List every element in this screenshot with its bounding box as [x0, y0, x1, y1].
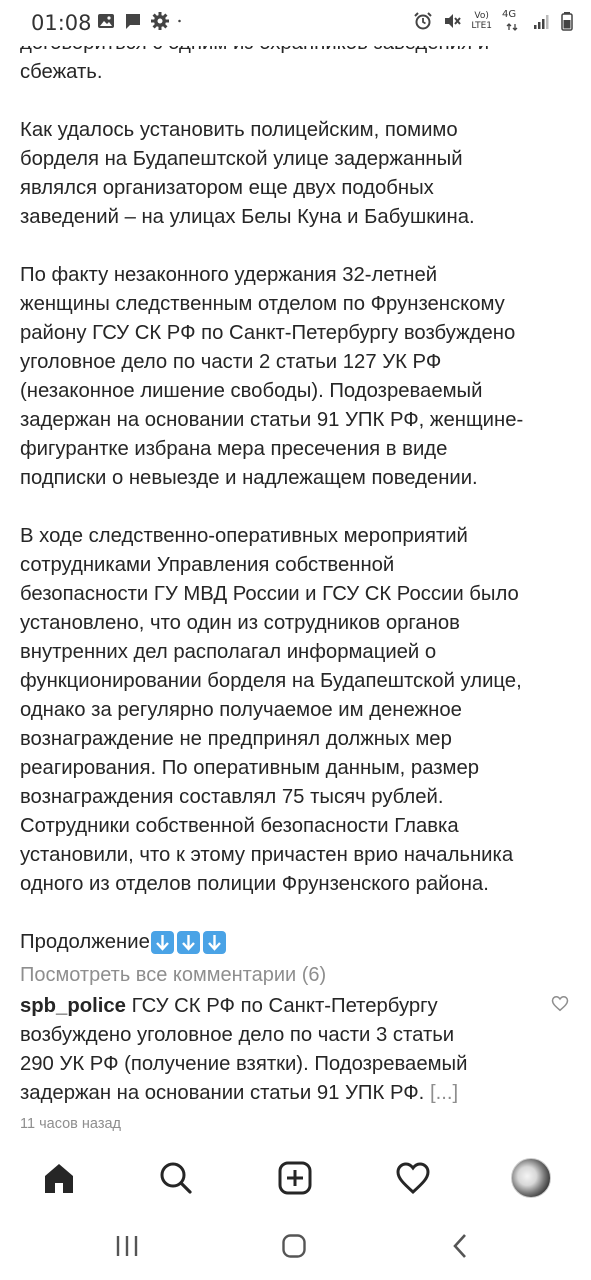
comment-username[interactable]: spb_police	[20, 995, 126, 1017]
data-arrows-icon	[501, 10, 523, 32]
settings-icon	[150, 11, 170, 31]
image-icon	[96, 11, 116, 31]
comment-body	[20, 995, 467, 1104]
back-icon	[450, 1233, 470, 1259]
comment-item	[20, 992, 580, 1108]
message-icon	[123, 11, 143, 31]
continuation-text: Продолжение	[20, 931, 150, 953]
comment-like-heart-icon[interactable]	[551, 995, 569, 1012]
nav-home-button[interactable]	[37, 1156, 81, 1200]
recent-apps-button[interactable]	[107, 1232, 147, 1260]
caption-paragraph: В ходе следственно-оперативных мероприятий сотрудниками Управления собственной безопасности ГУ МВД России и ГСУ СК России было установлено, что один из сотрудников органов внутренних дел располагал информацией о функционировании борделя на Будапештской улице, однако за регулярно получаемое им денежное вознаграждение не предпринял должных мер реагирования. По оперативным данным, размер вознаграждения составлял 75 тысяч рублей. Сотрудники собственной безопасности Главка установили, что к этому причастен врио начальника одного из отделов полиции Фрунзенского района.	[20, 525, 522, 895]
activity-heart-icon	[395, 1161, 431, 1195]
nav-new-post-button[interactable]	[273, 1156, 317, 1200]
post-timestamp: 11 часов назад	[20, 1116, 121, 1132]
continuation-line	[20, 928, 580, 957]
search-icon	[158, 1160, 194, 1196]
down-arrow-emojis	[151, 931, 226, 954]
caption-paragraph: По факту незаконного удержания 32-летней женщины следственным отделом по Фрунзенскому району ГСУ СК РФ по Санкт-Петербургу возбуждено уголовное дело по части 2 статьи 127 УК РФ (незаконное лишение свободы). Подозреваемый задержан на основании статьи 91 УПК РФ, женщине- фигурантке избрана мера пресечения в виде подписки о невыезде и надлежащем поведении.	[20, 264, 524, 489]
mobile-data-indicator: 4G	[501, 10, 523, 32]
nav-profile-button[interactable]	[509, 1156, 553, 1200]
recent-apps-icon	[114, 1234, 140, 1258]
alarm-icon	[413, 11, 433, 31]
caption-paragraph: сбежать.	[20, 61, 103, 83]
nav-search-button[interactable]	[154, 1156, 198, 1200]
comment-text: ГСУ СК РФ по Санкт-Петербургу возбуждено уголовное дело по части 3 статьи 290 УК РФ (получение взятки). Подозреваемый задержан на основании статьи 91 УПК РФ.	[20, 995, 468, 1104]
caption-paragraph: Как удалось установить полицейским, помимо борделя на Будапештской улице задержанный являлся организатором еще двух подобных заведений – на улицах Белы Куна и Бабушкина.	[20, 119, 475, 228]
profile-avatar	[511, 1158, 551, 1198]
notification-icons	[96, 11, 187, 31]
back-button[interactable]	[440, 1232, 480, 1260]
mute-icon	[442, 11, 462, 31]
battery-icon	[561, 11, 573, 31]
home-icon	[41, 1160, 77, 1196]
system-home-button[interactable]	[274, 1232, 314, 1260]
signal-icon	[532, 11, 552, 31]
volte-indicator: Vo) LTE1	[471, 11, 492, 31]
system-navigation-bar	[0, 1210, 591, 1280]
nav-activity-button[interactable]	[391, 1156, 435, 1200]
post-caption	[20, 29, 580, 1134]
down-arrow-emoji	[203, 931, 226, 954]
bottom-navigation	[0, 1148, 591, 1208]
status-time: 01:08	[31, 11, 92, 35]
status-bar	[0, 0, 591, 46]
view-all-comments-link[interactable]: Посмотреть все комментарии (6)	[20, 964, 327, 986]
down-arrow-emoji	[177, 931, 200, 954]
down-arrow-emoji	[151, 931, 174, 954]
home-button-icon	[281, 1233, 307, 1259]
new-post-icon	[277, 1160, 313, 1196]
system-status-icons	[413, 10, 573, 32]
comment-more-link[interactable]: [...]	[429, 1082, 459, 1104]
dot-icon	[177, 11, 187, 31]
